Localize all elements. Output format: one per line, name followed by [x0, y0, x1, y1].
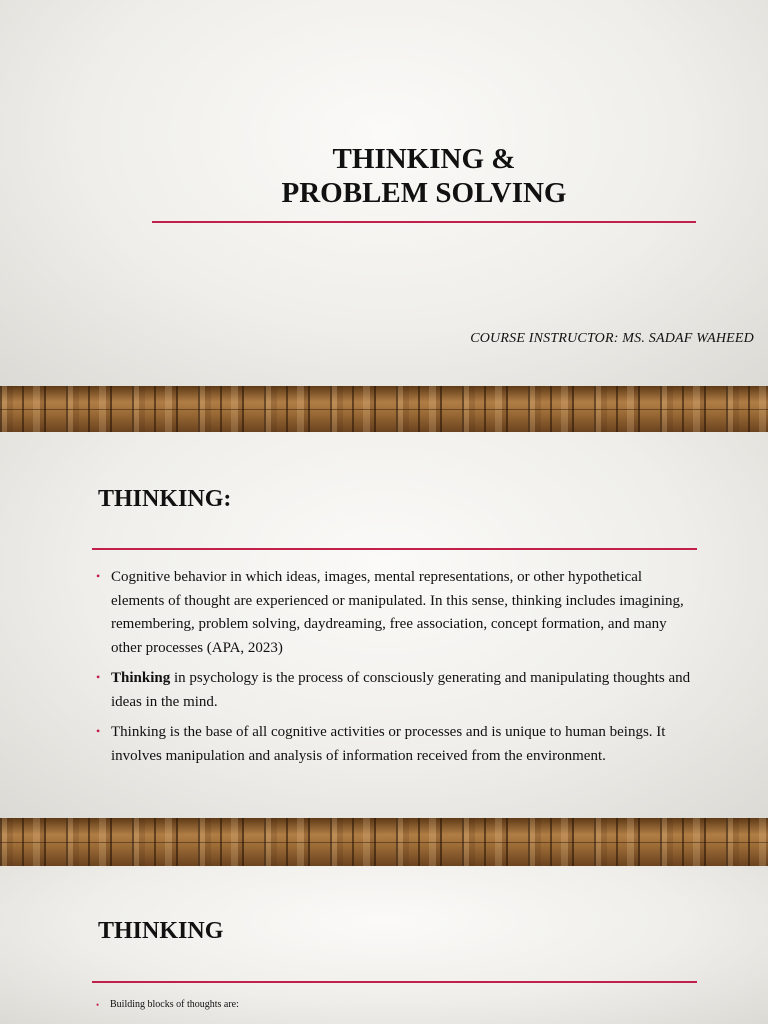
- thinking-slide-2: [0, 866, 768, 1024]
- slide-heading: THINKING:: [98, 486, 232, 512]
- title-slide: [0, 0, 768, 386]
- bullet-list: [96, 566, 696, 775]
- slide-heading: THINKING: [98, 918, 224, 944]
- thinking-slide: [0, 432, 768, 818]
- list-item: [96, 566, 696, 660]
- bullet-list: [96, 997, 696, 1013]
- bullet-icon: •: [96, 724, 101, 738]
- heading-divider: [92, 548, 697, 550]
- bullet-icon: •: [96, 670, 101, 684]
- bullet-text: Thinking is the base of all cognitive activities or processes and is unique to human beings. It involves manipulation and analysis of information received from the environment.: [111, 724, 666, 764]
- heading-divider: [92, 981, 697, 983]
- slide-title: [0, 142, 768, 210]
- bullet-bold: Thinking: [111, 670, 171, 686]
- bullet-text: in psychology is the process of consciously generating and manipulating thoughts and ideas in the mind.: [111, 670, 691, 710]
- list-item: [96, 721, 696, 768]
- bullet-icon: •: [96, 1000, 100, 1010]
- slide-title-line-2: PROBLEM SOLVING: [281, 177, 567, 209]
- list-item: [96, 667, 696, 714]
- course-instructor: COURSE INSTRUCTOR: MS. SADAF WAHEED: [470, 331, 754, 346]
- wood-divider-1: [0, 386, 768, 432]
- bullet-icon: •: [96, 569, 101, 583]
- bullet-text: Cognitive behavior in which ideas, images, mental representations, or other hypothetical elements of thought are experienced or manipulated. In this sense, thinking includes imagining, remembering, problem solving, daydreaming, free association, concept formation, and many other processes (APA, 2023): [111, 569, 684, 656]
- wood-divider-2: [0, 818, 768, 866]
- slide-title-line-1: THINKING &: [332, 143, 516, 175]
- list-item: [96, 997, 696, 1013]
- title-divider: [152, 221, 696, 223]
- bullet-text: Building blocks of thoughts are:: [110, 999, 239, 1010]
